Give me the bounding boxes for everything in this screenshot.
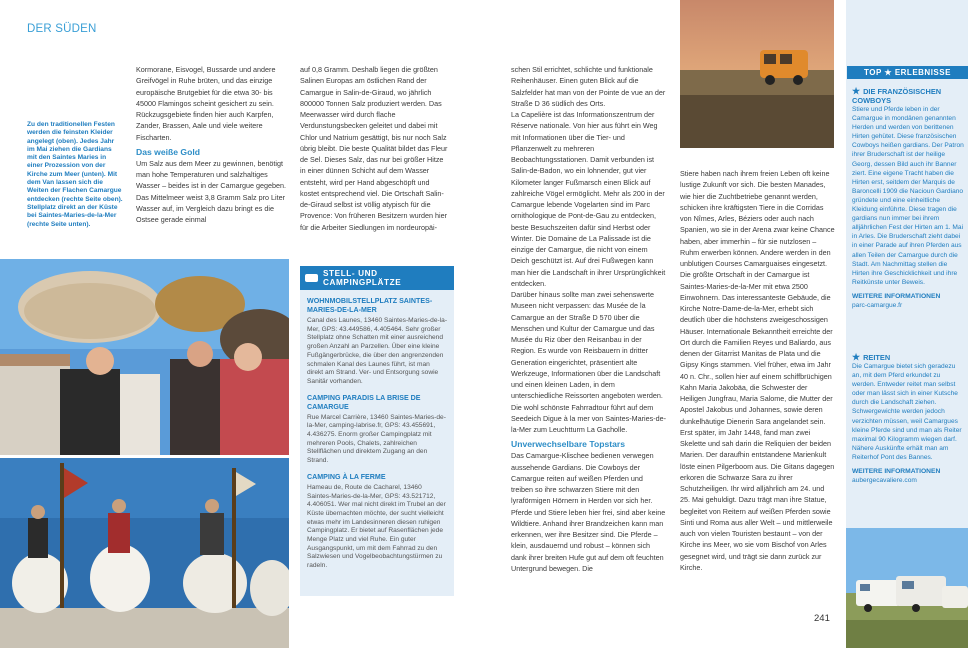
reiten-more-link[interactable]: aubergecavaliere.com (852, 477, 917, 485)
reiten-title: ★ REITEN (852, 352, 891, 362)
coastal-campsite-photo (846, 528, 968, 648)
col3-paragraph-4: Das Camargue-Klischee bedienen verwegen aussehende Gardians. Die Cowboys der Camargue reiten auf weißen Pferden und treiben so ihre schwarzen Stiere mit den lyraförmigen Hörnern in Herden vor sich her. Pferde und Stiere leben hier frei, sind aber keine Wildtiere. Anhand ihrer Brandzeichen kann man erkennen, wer ihre Besitzer sind. Die Pferde – klein, ausdauernd und robust – können sich dank ihrer breiten Hufe gut auf dem oft feuchten Untergrund bewegen. Die (511, 451, 666, 573)
camping-box (300, 266, 454, 596)
camping-box-header (300, 266, 454, 290)
col3-paragraph-1: schen Stil errichtet, schlichte und funktionale Reihenhäuser. Einen guten Blick auf die Salzfelder hat man von der Pointe de vue an der Straße D 36 südlich des Orts. (511, 65, 666, 108)
festival-parasols-photo (0, 259, 289, 455)
camping-entry-2-text: Rue Marcel Carrière, 13460 Saintes-Maries-de-la-Mer, camping-labrise.fr, GPS: 43.455691, 4.436275. Enorm großer Campingplatz mit mehreren Pools, Chalets, zahlreichen Stellflächen und direktem Zugang an den Strand. (307, 413, 446, 465)
camper-van-photo (680, 0, 834, 148)
sidebar-item-cowboys (852, 87, 964, 310)
col3-paragraph-3: Darüber hinaus sollte man zwei sehenswerte Museen nicht verpassen: das Musée de la Camargue an der Straße D 570 über die Menschen und Kultur der Camargue und das Musée du Riz über den Reisanbau in der Region. Es wurde von Reisbauern in dritter Generation eingerichtet, präsentiert alte Werkzeuge, Informationen über die Landschaft und einen kleinen Laden, in dem unterschiedliche Reissorten angeboten werden. Die wohl schönste Fahrradtour führt auf dem Seedeich Digue à la mer von Saintes-Maries-de-la-Mer zum Leuchtturm La Gacholle. (511, 290, 667, 434)
section-title: DER SÜDEN (27, 23, 97, 35)
gardians-horses-photo (0, 458, 289, 648)
cowboys-title: ★ DIE FRANZÖSISCHEN COWBOYS (852, 86, 942, 105)
cowboys-text: Stiere und Pferde leben in der Camargue in mondänen genannten Herden und werden von berittenen Hirten gehütet. Diese französischen Cowboys heißen gardians. Der Patron ihrer Bruderschaft ist der heilige Georg, dessen Bild auch ihr Banner ziert. Eine eigene Tracht haben die Hirten erst, seitdem der Marquis de Baroncelli 1909 die Nacioun Gardiano gründete und eine einheitliche Kleidung einführte. Diese tragen die gardians nun immer bei ihrem alljährlichen Fest der Hirten am 1. Mai in Arles. Die Bruderschaft zieht dabei in einer Parade auf ihren Pferden aus allen Teilen der Camargue durch die Stadt. Am Nachmittag stellen die Hirten ihre Geschicklichkeit und ihre Reitkünste unter Beweis. (852, 106, 964, 286)
camping-entry-1-text: Canal des Launes, 13460 Saintes-Maries-de-la-Mer, GPS: 43.449586, 4.405464. Sehr großer Stellplatz ohne Schatten mit einer ausreichend großen Anzahl an Parzellen. Über eine kleine Fußgängerbrücke, die über den angrenzenden schmalen Kanal des Launes führt, ist man direkt am Strand. Ver- und Entsorgung sowie Sanitär vorhanden. (307, 317, 448, 385)
reiten-text: Die Camargue bietet sich geradezu an, mit dem Pferd erkundet zu werden. Entweder reitet man selbst oder man lässt sich in einer Kutsche durch die Landschaft ziehen. Schwergewichte werden jedoch verzichten müssen, weil Camargues kleine Pferde sind und man als Reiter maximal 90 Kilogramm wiegen darf. Nähere Auskünfte erhält man am Reiterhof Pont des Bannes. (852, 363, 962, 461)
col1-paragraph-2: Um Salz aus dem Meer zu gewinnen, benötigt man hohe Temperaturen und salzhaltiges Wasser – beides ist in der Camargue gegeben. Das Mittelmeer weist 3,8 Gramm Salz pro Liter Wasser auf, im Vergleich dazu bringt es die Ostsee gerade einmal (136, 158, 286, 224)
cowboys-more-link[interactable]: parc-camargue.fr (852, 301, 903, 309)
text-column-4 (680, 168, 835, 573)
col2-paragraph-1: auf 0,8 Gramm. Deshalb liegen die größten Salinen Europas am östlichen Rand der Camargue in Salin-de-Giraud, wo jährlich 800000 Tonnen Salz produziert werden. Das Meerwasser wird durch flache Verdunstungsbecken geleitet und dabei mit Chlor und Natrium gesättigt, bis nur noch Salz übrig bleibt. Die beste Qualität bildet das Fleur de Sel. Dieses Salz, das nur bei größer Hitze in einer dünnen Schicht auf dem Wasser entsteht, wird per Hand abgeschöpft und kostet entsprechend viel. Die Ortschaft Salin-de-Giraud selbst ist völlig atypisch für die Provence: Von früheren Besitzern wurden hier für die Arbeiter Siedlungen im nordeuropäi- (300, 65, 448, 232)
camping-entry-3-text: Hameau de, Route de Cacharel, 13460 Saintes-Maries-de-la-Mer, GPS: 43.521712, 4.406051. Wer mal nicht direkt im Trubel an der Küste übernachten möchte, der sucht vielleicht etwas mehr im Landesinneren diesen ruhigen Campingplatz. Er bietet auf Rasenflächen jede Menge Platz und viel Ruhe. Ein guter Ausgangspunkt, um mit dem Fahrrad zu den Salzwiesen und Vogelbeobachtungstürmen zu radeln. (307, 483, 446, 570)
star-icon: ★ (852, 86, 861, 96)
col3-subhead: Unverwechselbare Topstars (511, 439, 625, 450)
col4-paragraph-2: Die größte Ortschaft in der Camargue ist Saintes-Maries-de-la-Mer mit etwa 2500 Einwohnern. Das interessanteste Gebäude, die Kirche Notre-Dame-de-la-Mer, erhebt sich deutlich über die höchstens zweigeschossigen Häuser. Internationale Bekanntheit erreichte der Ort durch die Familien Reyes und Baliardo, aus denen der Gitarrist Manitas de Plata und die Gipsy Kings stammen. Viel früher, etwa im Jahr 40 n. Chr., sollen hier auf einem schiffbrüchigen Kahn Maria Jakobäa, die Schwester der Heiligen Jungfrau, Maria Salome, die Mutter der Apostel Jakobus und Johannes, sowie deren dunkelhäutige Dienerin Sara angelandet sein. Erst später, im Jahr 1448, fand man zwei Skelette und sah darin die Reliquien der beiden Marien. Der daraufhin entstandene Marienkult löste einen Pilgerboom aus. Die Gitans dagegen erkoren die Schwarze Sara zu ihrer Schutzheiligen. Ihr wird alljährlich am 24. und 25. Mai gehuldigt. Dazu trägt man ihre Statue, begleitet von Reitern auf weißen Pferden sowie Sinti und Roma aus aller Welt – und mittlerweile auch von vielen Touristen bestaunt – von der Kirche ins Meer, wo sie vom Bischof von Arles gesegnet wird, und trägt sie dann zurück zur Kirche. (680, 270, 835, 572)
star-icon: ★ (852, 352, 861, 362)
cowboys-more-label: WEITERE INFORMATIONEN (852, 292, 941, 300)
text-column-1 (136, 64, 286, 225)
col3-paragraph-2: La Capelière ist das Informationszentrum der Réserve nationale. Von hier aus führt ein Weg mit Informationen über die Tier- und Pflanzenwelt zu mehreren Beobachtungsstationen. Damit verbunden ist Salin-de-Badon, wo ein lohnender, gut vier Kilometer langer Fußmarsch einen Blick auf zahlreiche Vögel ermöglicht. Mehr als 200 in der Camargue lebende Vogelarten sind im Parc ornithologique de Pont-de-Gau zu entdecken, beste Besuchszeiten dafür sind Herbst oder Winter. Die Domaine de La Palissade ist die einzige der Camargue, die nicht von einem Deich geschützt ist. Auf drei Fußwegen kann man hier die Landschaft in ihrer Ursprünglichkeit entdecken. (511, 110, 666, 288)
top-erlebnisse-header: TOP ★ ERLEBNISSE (847, 66, 968, 79)
page-number: 241 (814, 613, 830, 624)
camper-van-icon (305, 274, 318, 282)
text-column-3 (511, 64, 666, 574)
camping-entry-1-title: WOHNMOBILSTELLPLATZ SAINTES-MARIES-DE-LA-MER (307, 297, 433, 314)
camping-entry-3-title: CAMPING À LA FERME (307, 472, 386, 481)
col4-paragraph-1: Stiere haben nach ihrem freien Leben oft keine lustige Zukunft vor sich. Die besten Manades, wie hier die Zuchtbetriebe genannt werden, schicken ihre kräftigsten Tiere in die Corridas von Nîmes, Arles, Béziers oder auch nach Spanien, wo sie in der Arena zwar keine Chance haben, aber immerhin – für sie nutzlosen – Ruhm erwerben können. Andere werden in den unblutigen Courses Camarguaises eingesetzt. (680, 169, 835, 268)
camping-box-title: STELL- UND CAMPINGPLÄTZE (322, 269, 402, 287)
reiten-more-label: WEITERE INFORMATIONEN (852, 468, 941, 476)
col1-paragraph-1: Kormorane, Eisvogel, Bussarde und andere Greifvögel in Ruhe brüten, und das einzige europäische Brutgebiet für die etwa 30- bis 45000 Flamingos scheint gesichert zu sein. Rückzugsgebiete finden hier auch Karpfen, Zander, Brassen, Aale und viele weitere Fischarten. (136, 65, 276, 142)
camping-entry-2-title: CAMPING PARADIS LA BRISE DE CAMARGUE (307, 393, 421, 411)
text-column-2 (300, 64, 450, 233)
sidebar-item-reiten (852, 353, 964, 485)
photo-caption: Zu den traditionellen Festen werden die feinsten Kleider angelegt (oben). Jedes Jahr im Mai ziehen die Gardians mit den Saintes Maries in einer Prozession von der Kirche zum Meer (unten). Mit dem Van lassen sich die Weiten der Flachen Camargue entdecken (rechte Seite oben). Stellplatz direkt an der Küste bei Saintes-Maries-de-la-Mer (rechte Seite unten). (27, 121, 123, 228)
col1-subhead: Das weiße Gold (136, 146, 200, 157)
